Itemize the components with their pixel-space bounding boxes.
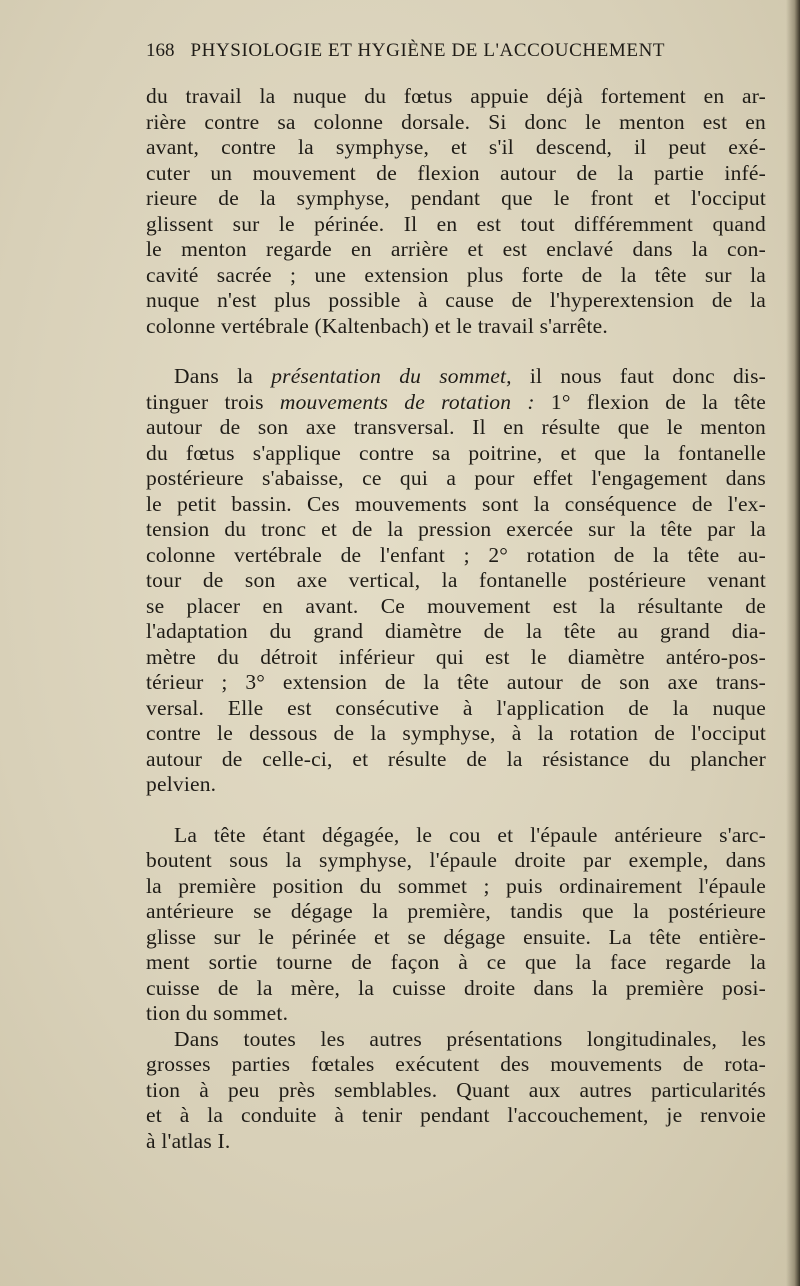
text-line: antérieure se dégage la première, tandis que la postérieure (146, 899, 766, 923)
italic-term: mouvements de rotation : (279, 389, 535, 414)
text-line: contre le dessous de la symphyse, à la rotation de l'occiput (146, 721, 766, 745)
text-line: colonne vertébrale de l'enfant ; 2° rotation de la tête au- (146, 542, 766, 567)
text-line: la première position du sommet ; puis ordinairement l'épaule (146, 873, 766, 898)
text-line: et à la conduite à tenir pendant l'accouchement, je renvoie (146, 1103, 766, 1127)
text-line: cuisse de la mère, la cuisse droite dans la première posi- (146, 975, 766, 1000)
text-line (146, 364, 766, 390)
page-number: 168 (146, 40, 175, 61)
text-line: autour de son axe transversal. Il en résulte que le menton (146, 415, 766, 439)
text-line: autour de celle-ci, et résulte de la résistance du plancher (146, 746, 766, 771)
paragraph-shoulders (146, 823, 766, 1027)
text-line: nuque n'est plus possible à cause de l'hyperextension de la (146, 288, 766, 312)
text-line: mètre du détroit inférieur qui est le diamètre antéro-pos- (146, 644, 766, 669)
text-run: tinguer trois (146, 389, 264, 414)
text-line: grosses parties fœtales exécutent des mouvements de rota- (146, 1052, 766, 1076)
text-line: rieure de la symphyse, pendant que le front et l'occiput (146, 186, 766, 210)
text-line: térieur ; 3° extension de la tête autour de son axe trans- (146, 670, 766, 694)
body-text (146, 84, 766, 1154)
paragraph-vertex-presentation (146, 364, 766, 798)
text-line: glissent sur le périnée. Il en est tout différemment quand (146, 211, 766, 236)
text-line: pelvien. (146, 772, 217, 796)
paragraph-other-presentations (146, 1027, 766, 1155)
text-line: La tête étant dégagée, le cou et l'épaule antérieure s'arc- (174, 822, 766, 847)
text-line: tension du tronc et de la pression exercée sur la tête par la (146, 517, 766, 541)
text-line: ment sortie tourne de façon à ce que la face regarde la (146, 950, 766, 974)
text-line: se placer en avant. Ce mouvement est la résultante de (146, 593, 766, 618)
text-line: du fœtus s'applique contre sa poitrine, et que la fontanelle (146, 440, 766, 465)
running-title: PHYSIOLOGIE ET HYGIÈNE DE L'ACCOUCHEMENT (190, 40, 666, 61)
text-line: Dans toutes les autres présentations longitudinales, les (174, 1026, 766, 1051)
text-line: avant, contre la symphyse, et s'il descend, il peut exé- (146, 135, 766, 159)
text-run: Dans la (174, 364, 254, 388)
text-line: cuter un mouvement de flexion autour de la partie infé- (146, 160, 766, 185)
text-line: le petit bassin. Ces mouvements sont la conséquence de l'ex- (146, 491, 766, 516)
page-edge-shadow (786, 0, 800, 1286)
text-line: du travail la nuque du fœtus appuie déjà fortement en ar- (146, 84, 766, 108)
text-line: glisse sur le périnée et se dégage ensuite. La tête entière- (146, 924, 766, 949)
paragraph-continuation (146, 84, 766, 339)
italic-term: présentation du sommet, (271, 364, 512, 388)
running-header (146, 40, 766, 62)
text-line: postérieure s'abaisse, ce qui a pour effet l'engagement dans (146, 466, 766, 490)
text-line: tion à peu près semblables. Quant aux autres particularités (146, 1077, 766, 1102)
text-line: l'adaptation du grand diamètre de la tête au grand dia- (146, 619, 766, 643)
text-run: il nous faut donc dis- (529, 364, 767, 388)
text-run: 1° flexion de la tête (550, 389, 766, 414)
text-line: colonne vertébrale (Kaltenbach) et le travail s'arrête. (146, 313, 608, 338)
text-line: tion du sommet. (146, 1001, 289, 1025)
text-line (146, 390, 766, 416)
text-line: versal. Elle est consécutive à l'application de la nuque (146, 695, 766, 720)
text-line: le menton regarde en arrière et est enclavé dans la con- (146, 237, 766, 261)
text-line: à l'atlas I. (146, 1128, 231, 1153)
text-line: boutent sous la symphyse, l'épaule droite par exemple, dans (146, 848, 766, 872)
text-line: cavité sacrée ; une extension plus forte de la tête sur la (146, 262, 766, 287)
text-line: rière contre sa colonne dorsale. Si donc le menton est en (146, 109, 766, 134)
text-line: tour de son axe vertical, la fontanelle postérieure venant (146, 568, 766, 592)
